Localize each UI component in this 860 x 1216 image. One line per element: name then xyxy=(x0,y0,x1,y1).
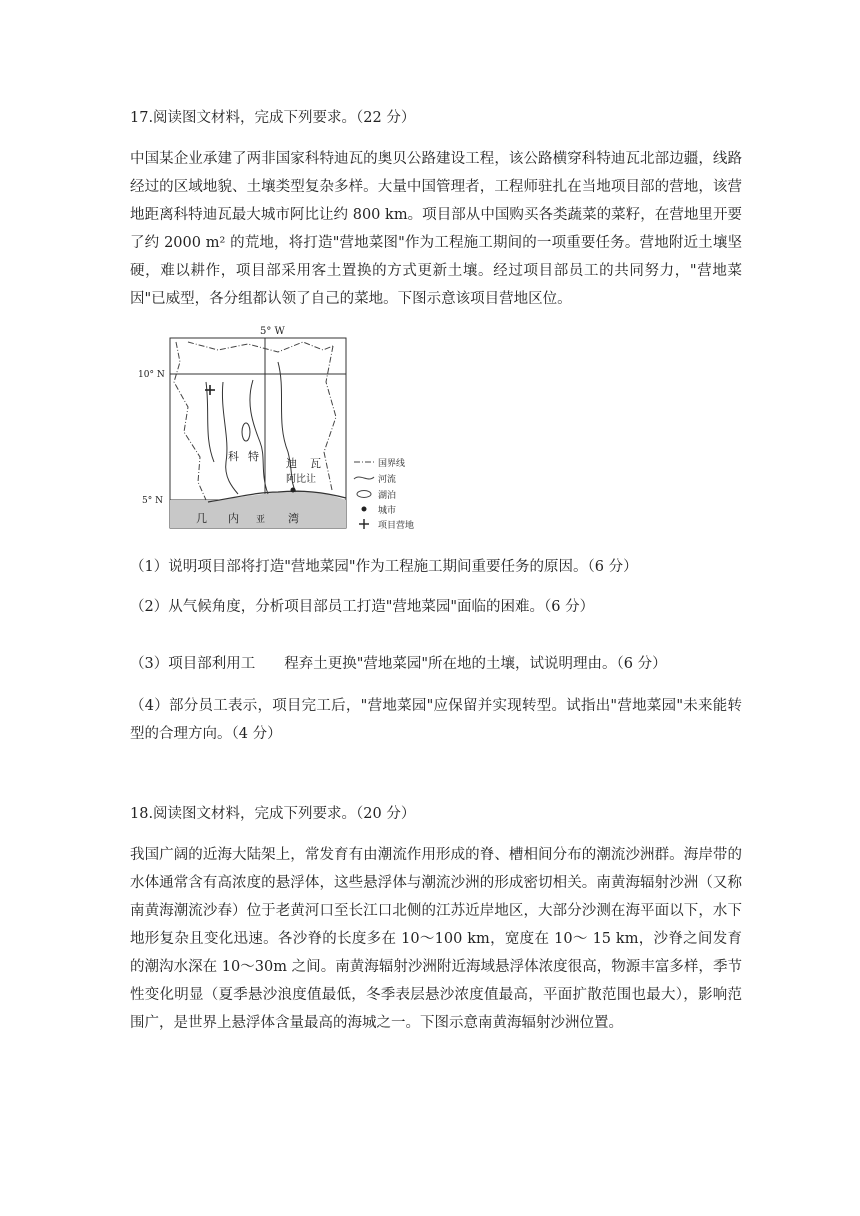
legend-label-city: 城市 xyxy=(378,506,397,516)
legend-label-lake: 湖泊 xyxy=(378,491,397,501)
q17-paragraph: 中国某企业承建了两非国家科特迪瓦的奥贝公路建设工程，该公路横穿科特迪瓦北部边疆，线路经过的区域地貌、土壤类型复杂多样。大量中国管理者，工程师驻扎在当地项目部的营地，该营地距离科特迪瓦最大城市阿比让约 800 km。项目部从中国购买各类蔬菜的菜籽，在营地里开要了约 2000 m² 的荒地，将打造"营地菜图"作为工程施工期间的一项重要任务。营地附近土壤坚硬，难以耕作，项目部采用客土置换的方式更新土壤。经过项目部员工的共同努力，"营地菜因"已威型，各分组都认领了自己的菜地。下图示意该项目营地区位。 xyxy=(130,151,742,307)
city-dot xyxy=(291,488,296,493)
q18-heading: 18.阅读图文材料，完成下列要求。（20 分） xyxy=(130,806,416,822)
sea-char-4: 湾 xyxy=(288,512,299,525)
camp-cross-icon xyxy=(359,519,369,529)
q18-paragraph: 我国广阔的近海大陆架上，常发育有由潮流作用形成的脊、槽相间分布的潮流沙洲群。海岸带的水体通常含有高浓度的悬浮体，这些悬浮体与潮流沙洲的形成密切相关。南黄海辐射沙洲（又称南黄海潮流沙春）位于老黄河口至长江口北侧的江苏近岸地区，大部分沙测在海平面以下，水下地形复杂且变化迅速。各沙脊的长度多在 10～100 km，宽度在 10～ 15 km，沙脊之间发育的潮沟水深在 10～30m 之间。南黄海辐射沙洲附近海域悬浮体浓度很高，物源丰富多样，季节性变化明显（夏季悬沙浪度值最低，冬季表层悬沙浓度值最高，平面扩散范围也最大），影响范围广，是世界上悬浮体含量最高的海城之一。下图示意南黄海辐射沙洲位置。 xyxy=(130,847,742,1031)
country-char-4: 瓦 xyxy=(310,457,321,470)
border-east xyxy=(324,346,336,490)
q17-question-1: （1）说明项目部将打造"营地菜园"作为工程施工期间重要任务的原因。（6 分） xyxy=(130,559,638,575)
q17-heading: 17.阅读图文材料，完成下列要求。（22 分） xyxy=(130,110,416,126)
border-west xyxy=(174,342,206,500)
map-legend xyxy=(354,457,414,531)
camp-location-map xyxy=(128,322,438,532)
lat-bottom-label: 5° N xyxy=(142,496,163,506)
city-label: 阿比让 xyxy=(286,474,316,485)
legend-label-camp: 项目营地 xyxy=(378,521,415,531)
country-char-2: 特 xyxy=(248,450,259,463)
lat-top-label: 10° N xyxy=(138,370,165,380)
sea-char-3: 亚 xyxy=(256,515,266,525)
border-north xyxy=(188,342,333,352)
country-char-3: 迪 xyxy=(286,457,297,470)
legend-label-border: 国界线 xyxy=(378,459,406,469)
q17-question-4: （4）部分员工表示，项目完工后，"营地菜园"应保留并实现转型。试指出"营地菜园"未来能转型的合理方向。（4 分） xyxy=(130,698,742,742)
river-1 xyxy=(222,382,238,494)
lake-icon xyxy=(357,491,371,498)
sea-char-1: 几 xyxy=(196,512,207,525)
river-3 xyxy=(278,362,296,492)
river-icon xyxy=(354,477,374,479)
city-dot-icon xyxy=(362,507,367,512)
q17-question-3: （3）项目部利用工 程弃土更换"营地菜园"所在地的土壤，试说明理由。（6 分） xyxy=(130,656,667,672)
legend-label-river: 河流 xyxy=(378,475,397,485)
lon-label: 5° W xyxy=(260,326,285,337)
lake-shape xyxy=(242,423,250,441)
q17-question-2: （2）从气候角度，分析项目部员工打造"营地菜园"面临的困难。（6 分） xyxy=(130,599,595,615)
country-char-1: 科 xyxy=(228,450,239,463)
sea-char-2: 内 xyxy=(228,512,239,525)
